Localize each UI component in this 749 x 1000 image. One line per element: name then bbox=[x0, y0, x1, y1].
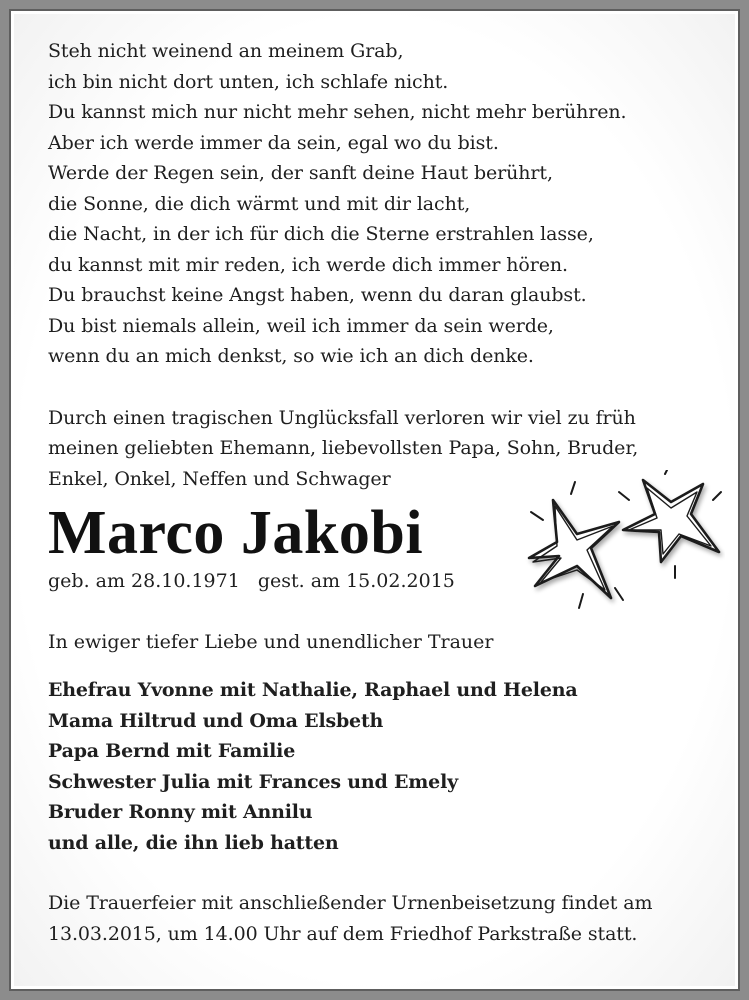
mourners-list bbox=[48, 675, 708, 858]
poem-line: Du brauchst keine Angst haben, wenn du daran glaubst. bbox=[48, 284, 587, 306]
service-line: Die Trauerfeier mit anschließender Urnenbeisetzung findet am bbox=[48, 892, 653, 914]
service-line: 13.03.2015, um 14.00 Uhr auf dem Friedhof Parkstraße statt. bbox=[48, 922, 638, 945]
poem-line: Du bist niemals allein, weil ich immer da sein werde, bbox=[48, 314, 554, 337]
poem-line: du kannst mit mir reden, ich werde dich immer hören. bbox=[48, 253, 568, 276]
poem-line: Steh nicht weinend an meinem Grab, bbox=[48, 40, 404, 62]
announcement-line: Enkel, Onkel, Neffen und Schwager bbox=[48, 467, 391, 490]
poem-line: Du kannst mich nur nicht mehr sehen, nicht mehr berühren. bbox=[48, 101, 627, 123]
poem-line: wenn du an mich denkst, so wie ich an dich denke. bbox=[48, 345, 534, 367]
mourning-line: In ewiger tiefer Liebe und unendlicher Trauer bbox=[48, 631, 494, 653]
mourner-entry: Mama Hiltrud und Oma Elsbeth bbox=[48, 709, 384, 732]
poem bbox=[48, 36, 708, 372]
poem-line: die Nacht, in der ich für dich die Sterne erstrahlen lasse, bbox=[48, 223, 594, 245]
poem-line: Aber ich werde immer da sein, egal wo du bist. bbox=[48, 131, 499, 154]
mourner-entry: Bruder Ronny mit Annilu bbox=[48, 801, 313, 823]
funeral-service-info bbox=[48, 888, 708, 949]
death-date: gest. am 15.02.2015 bbox=[257, 570, 455, 592]
mourner-entry: Ehefrau Yvonne mit Nathalie, Raphael und Helena bbox=[48, 679, 578, 701]
mourner-entry: und alle, die ihn lieb hatten bbox=[48, 831, 339, 854]
poem-line: ich bin nicht dort unten, ich schlafe nicht. bbox=[48, 70, 449, 93]
deceased-name: Marco Jakobi bbox=[48, 499, 424, 567]
mourner-entry: Papa Bernd mit Familie bbox=[48, 740, 296, 762]
poem-line: die Sonne, die dich wärmt und mit dir lacht, bbox=[48, 192, 471, 215]
announcement-line: Durch einen tragischen Unglücksfall verloren wir viel zu früh bbox=[48, 406, 636, 429]
mourner-entry: Schwester Julia mit Frances und Emely bbox=[48, 770, 458, 793]
poem-line: Werde der Regen sein, der sanft deine Haut berührt, bbox=[48, 162, 553, 184]
birth-date: geb. am 28.10.1971 bbox=[48, 570, 240, 592]
announcement-line: meinen geliebten Ehemann, liebevollsten Papa, Sohn, Bruder, bbox=[48, 437, 639, 459]
hand-drawn-stars-icon bbox=[515, 470, 725, 620]
